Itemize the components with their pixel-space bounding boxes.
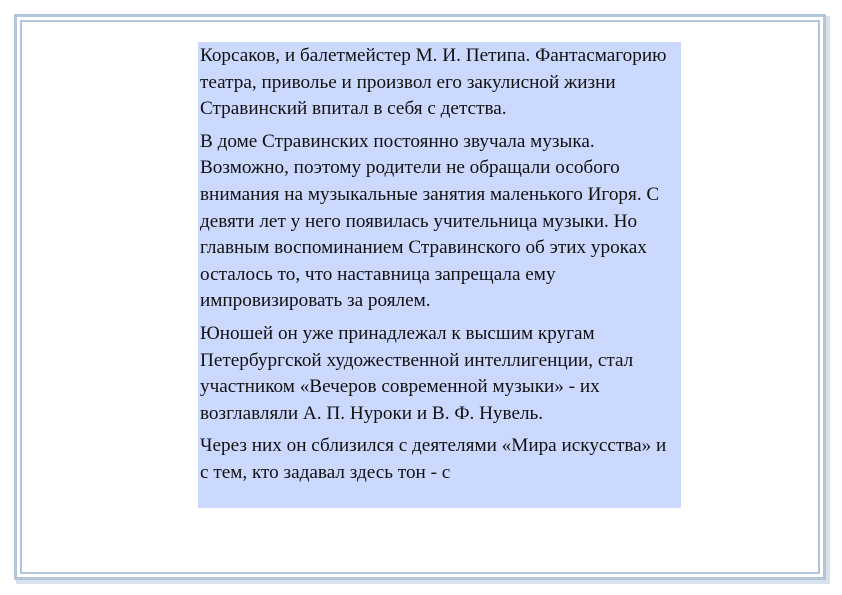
paragraph-1: Корсаков, и балетмейстер М. И. Петипа. Фантасмагорию театра, приволье и произвол его закулисной жизни Стравинский впитал в себя с детства.	[200, 45, 667, 120]
frame-shadow	[826, 16, 830, 582]
text-box	[198, 42, 681, 508]
paragraph-3: Юношей он уже принадлежал к высшим кругам Петербургской художественной интеллигенции, стал участником «Вечеров современной музыки» - их возглавляли А. П. Нуроки и В. Ф. Нувель.	[200, 322, 634, 424]
paragraph-4: Через них он сблизился с деятелями «Мира искусства» и с тем, кто задавал здесь тон - с	[200, 435, 667, 483]
paragraph-2: В доме Стравинских постоянно звучала музыка. Возможно, поэтому родители не обращали особого внимания на музыкальные занятия маленького Игоря. С девяти лет у него появилась учительница музыки. Но главным воспоминанием Стравинского об этих уроках осталось то, что наставница запрещала ему импровизировать за роялем.	[200, 130, 660, 312]
frame-shadow	[16, 580, 830, 584]
